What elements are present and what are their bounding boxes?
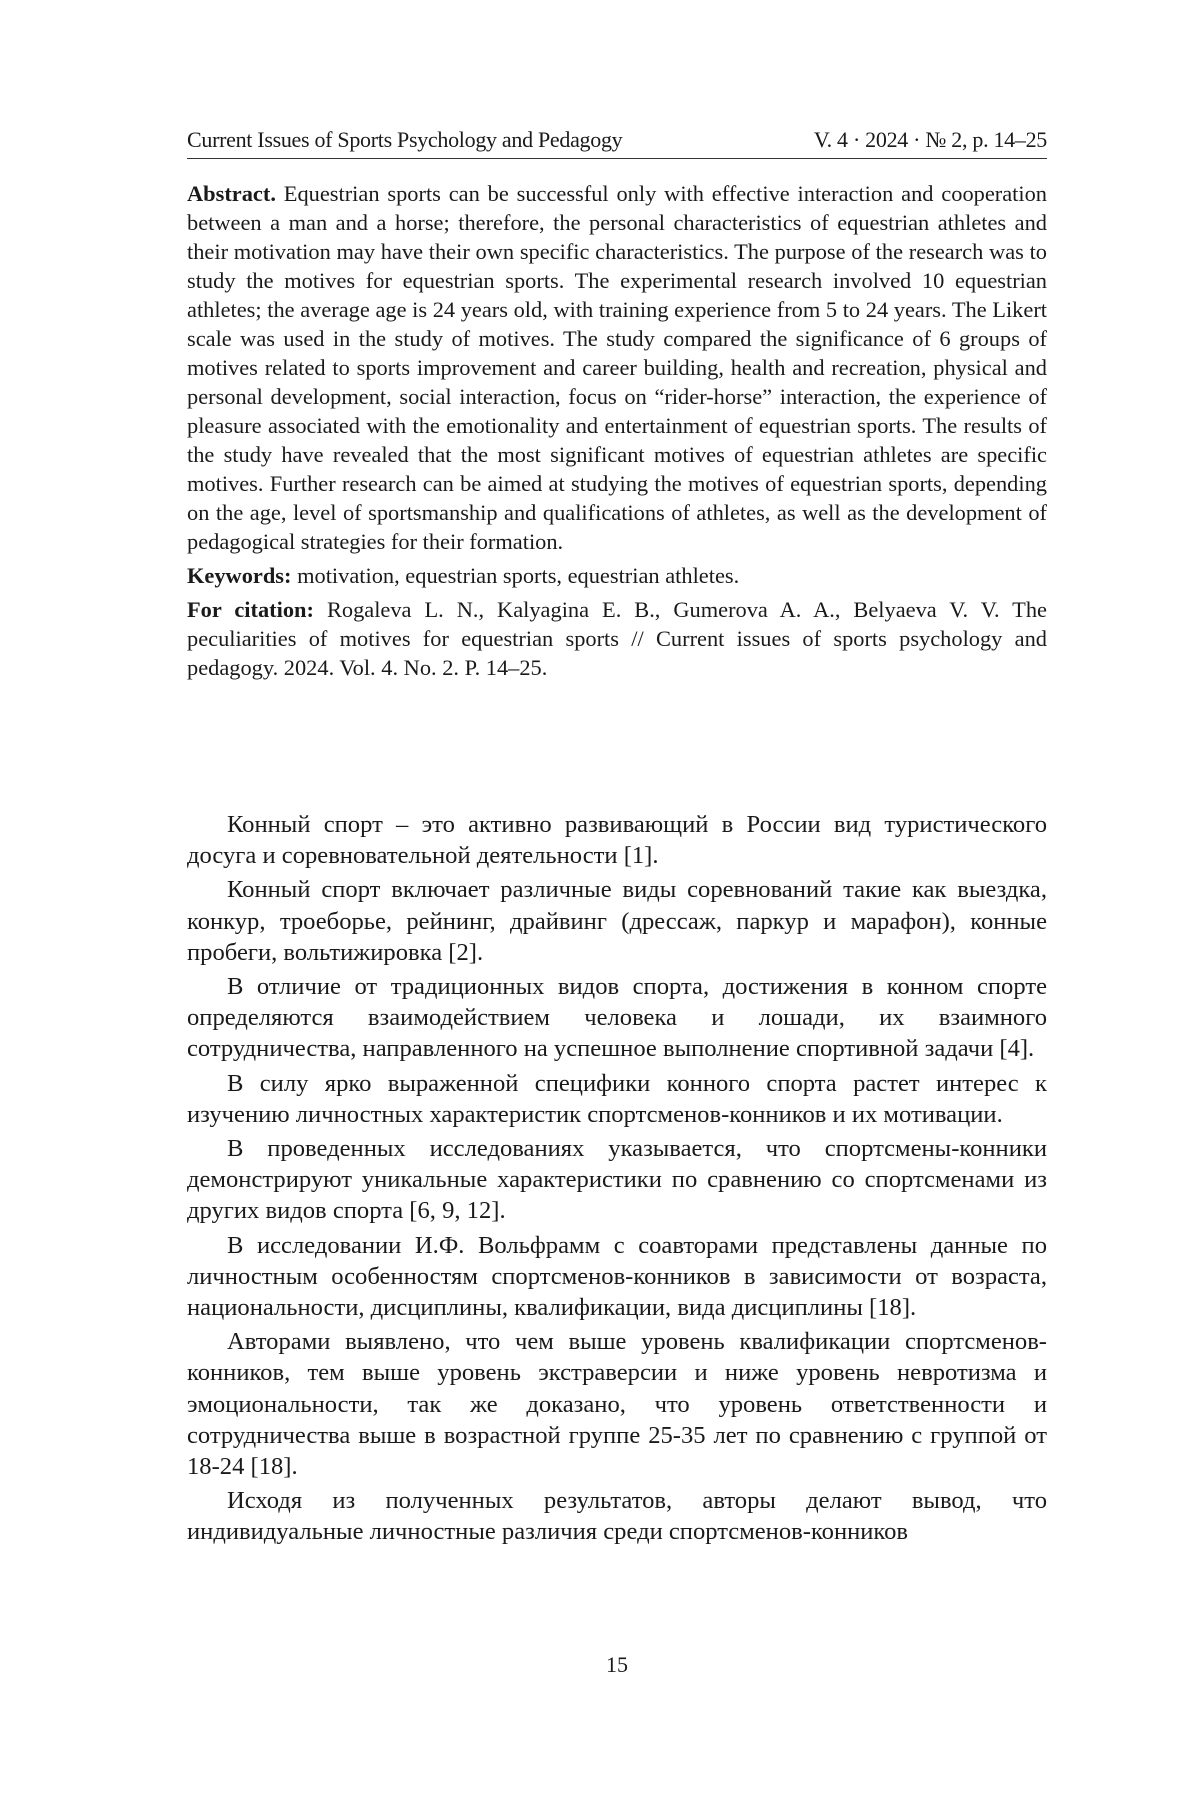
body-paragraph: Исходя из полученных результатов, авторы делают вывод, что индивидуальные личностные различия среди спортсменов-конников — [187, 1487, 1047, 1546]
body-paragraph: В силу ярко выраженной специфики конного спорта растет интерес к изучению личностных характеристик спортсменов-конников и их мотивации. — [187, 1069, 1047, 1128]
journal-title: Current Issues of Sports Psychology and Pedagogy — [187, 127, 623, 152]
citation-paragraph — [187, 595, 1047, 682]
body-paragraph: Авторами выявлено, что чем выше уровень квалификации спортсменов-конников, тем выше уровень экстраверсии и ниже уровень невротизма и эмоциональности, так же доказано, что уровень ответственности и сотрудничества выше в возрастной группе 25-35 лет по сравнению с группой от 18-24 [18]. — [187, 1328, 1047, 1481]
keywords-label: Keywords: — [187, 563, 292, 588]
citation-text: Rogaleva L. N., Kalyagina E. B., Gumerova A. A., Belyaeva V. V. The peculiarities of motives for equestrian sports // Current issues of sports psychology and pedagogy. 2024. Vol. 4. No. 2. P. 14–25. — [187, 597, 1047, 680]
page-number: 15 — [606, 1652, 628, 1677]
running-header — [187, 126, 1047, 159]
issue-info: V. 4 · 2024 · № 2, p. 14–25 — [813, 127, 1047, 152]
keywords-paragraph — [187, 561, 1047, 590]
abstract-paragraph — [187, 179, 1047, 556]
abstract-label: Abstract. — [187, 181, 276, 206]
keywords-text: motivation, equestrian sports, equestrian athletes. — [297, 563, 740, 588]
body-paragraph: Конный спорт – это активно развивающий в России вид туристического досуга и соревновательной деятельности [1]. — [187, 811, 1047, 870]
article-body — [187, 809, 1047, 1551]
body-paragraph: В исследовании И.Ф. Вольфрамм с соавторами представлены данные по личностным особенностям спортсменов-конников в зависимости от возраста, национальности, дисциплины, квалификации, вида дисциплины [18]. — [187, 1231, 1047, 1322]
abstract-text: Equestrian sports can be successful only with effective interaction and cooperation between a man and a horse; therefore, the personal characteristics of equestrian athletes and their motivation may have their own specific characteristics. The purpose of the research was to study the motives for equestrian sports. The experimental research involved 10 equestrian athletes; the average age is 24 years old, with training experience from 5 to 24 years. The Likert scale was used in the study of motives. The study compared the significance of 6 groups of motives related to sports improvement and career building, health and recreation, physical and personal development, social interaction, focus on “rider-horse” interaction, the experience of pleasure associated with the emotionality and entertainment of equestrian sports. The results of the study have revealed that the most significant motives of equestrian athletes are specific motives. Further research can be aimed at studying the motives of equestrian sports, depending on the age, level of sportsmanship and qualifications of athletes, as well as the development of pedagogical strategies for their formation. — [187, 181, 1047, 554]
abstract-block — [187, 179, 1047, 682]
body-paragraph: Конный спорт включает различные виды соревнований такие как выездка, конкур, троеборье, рейнинг, драйвинг (дрессаж, паркур и марафон), конные пробеги, вольтижировка [2]. — [187, 876, 1047, 966]
body-paragraph: В отличие от традиционных видов спорта, достижения в конном спорте определяются взаимодействием человека и лошади, их взаимного сотрудничества, направленного на успешное выполнение спортивной задачи [4]. — [187, 973, 1047, 1063]
journal-page — [187, 126, 1047, 1677]
body-paragraph: В проведенных исследованиях указывается, что спортсмены-конники демонстрируют уникальные характеристики по сравнению со спортсменами из других видов спорта [6, 9, 12]. — [187, 1135, 1047, 1225]
citation-label: For citation: — [187, 597, 314, 622]
